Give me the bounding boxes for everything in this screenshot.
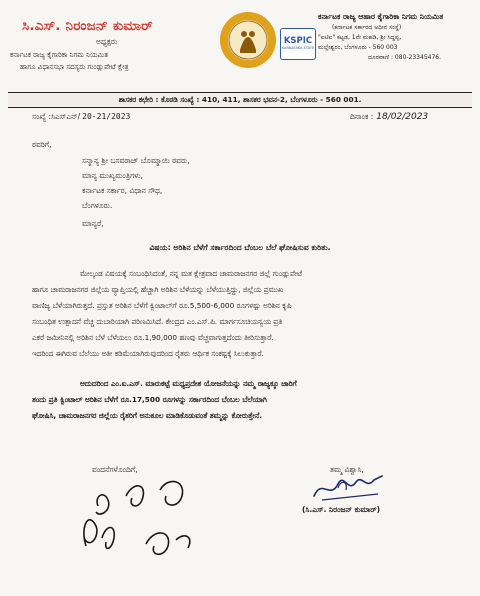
letterhead-constituency: ಹಾಗೂ ವಿಧಾನಸಭಾ ಸದಸ್ಯರು ಗುಂಡ್ಲುಪೇಟೆ ಕ್ಷೇತ್ರ	[20, 63, 129, 71]
paragraph-line: ಸಂಬಂಧಿತ ಉತ್ಪಾದನೆ ವೆಚ್ಚ ದುಬಾರಿಯಾಗಿ ಪರಿಣಮಿಸಿದೆ. ಕೇಂದ್ರದ ಎಂ.ಎಸ್.ಪಿ. ಮಾರ್ಗಸೂಚಿಯನ್ವಯ ಪ್ರತಿ	[32, 317, 283, 326]
corporation-address: "ಐಟಿಐ" ಕಟ್ಟಡ, 1ನೇ ಮಹಡಿ, ಶ್ರೀ ಸಿದ್ಧಪ್ಪ,	[318, 34, 402, 41]
handwritten-note	[68, 466, 208, 566]
paragraph-line: ವಾಣಿಜ್ಯ ಬೆಳೆಯಾಗಿರುತ್ತದೆ. ಪ್ರಸ್ತುತ ಅರಿಶಿನ ಬೆಳೆಗೆ ಕ್ವಿಂಟಾಲ್‌ಗೆ ರೂ.5,500-6,000 ರೂಗಳಷ್ಟು ಅರಿಶಿನ ಕೃಷಿ	[32, 301, 292, 310]
letterhead-name: ಸಿ.ಎಸ್. ನಿರಂಜನ್ ಕುಮಾರ್	[22, 18, 153, 34]
subject-line: ವಿಷಯ: ಅರಿಶಿನ ಬೆಳೆಗೆ ಸರ್ಕಾರದಿಂದ ಬೆಂಬಲ ಬೆಲೆ ಘೋಷಿಸುವ ಕುರಿತು.	[149, 243, 331, 252]
kspic-logo: KSPIC KARNATAKA STATE	[280, 28, 316, 60]
salutation: ಮಾನ್ಯರೆ,	[82, 219, 104, 228]
paragraph-line: ಹಾಗೂ ಚಾಮರಾಜನಗರ ಜಿಲ್ಲೆಯ ವ್ಯಾಪ್ತಿಯಲ್ಲಿ ಹೆಚ್ಚಾಗಿ ಅರಿಶಿನ ಬೆಳೆಯನ್ನು ಬೆಳೆಯುತ್ತಿದ್ದು, ಜಿಲ್ಲೆಯ ಪ್ರಮುಖ	[32, 285, 284, 294]
reference-label: ಸಂಖ್ಯೆ :ಸಿಎಸ್‌ಎನ್/	[32, 112, 81, 121]
paragraph-line: ಮೇಲ್ಕಂಡ ವಿಷಯಕ್ಕೆ ಸಂಬಂಧಿಸಿದಂತೆ, ನನ್ನ ಮತ ಕ್ಷೇತ್ರವಾದ ಚಾಮರಾಜನಗರ ಜಿಲ್ಲೆ ಗುಂಡ್ಲುಪೇಟೆ	[80, 269, 303, 278]
addressee-line: ಮಾನ್ಯ ಮುಖ್ಯಮಂತ್ರಿಗಳು,	[82, 171, 144, 180]
paragraph-line: ಘೋಷಿಸಿ, ಚಾಮರಾಜನಗರ ಜಿಲ್ಲೆಯ ರೈತರಿಗೆ ಅನುಕೂಲ ಮಾಡಿಕೊಡುವಂತೆ ತಮ್ಮನ್ನು ಕೋರುತ್ತೇನೆ.	[32, 411, 263, 420]
paragraph-line: ಆದುದರಿಂದ ಎಂ.ಐ.ಎಸ್. ಮಾರುಕಟ್ಟೆ ಮಧ್ಯಪ್ರದೇಶ ಯೋಜನೆಯನ್ನು ನಮ್ಮ ರಾಜ್ಯಕ್ಕೂ ಜಾರಿಗೆ	[80, 379, 297, 388]
reference-value: 20-21/2023	[82, 112, 131, 121]
date-value: 18/02/2023	[376, 112, 429, 122]
reference-number	[32, 112, 130, 122]
paragraph-line: ಇದರಿಂದ ಈಗಿರುವ ಬೆಲೆಯು ಅತೀ ಕಡಿಮೆಯಾಗಿರುವುದರಿಂದ ರೈತರು ಆರ್ಥಿಕ ಸಂಕಷ್ಟಕ್ಕೆ ಸಿಲುಕುತ್ತಾರೆ.	[32, 349, 264, 358]
corporation-title: ಕರ್ನಾಟಕ ರಾಜ್ಯ ಆಹಾರ ಕೈಗಾರಿಕಾ ನಿಗಮ ನಿಯಮಿತ	[318, 12, 444, 21]
letter-date	[350, 112, 428, 122]
letterhead-left	[10, 18, 215, 72]
government-seal-icon	[218, 10, 278, 70]
paragraph-line: ತಂದು ಪ್ರತಿ ಕ್ವಿಂಟಾಲ್ ಅರಿಶಿನ ಬೆಳೆಗೆ ರೂ.17,500 ರೂಗಳನ್ನು ಸರ್ಕಾರದಿಂದ ಬೆಂಬಲ ಬೆಲೆಯಾಗಿ	[32, 395, 267, 404]
addressee-line: ಬೆಂಗಳೂರು.	[82, 201, 113, 210]
letterhead-organization: ಕರ್ನಾಟಕ ರಾಜ್ಯ ಕೈಗಾರಿಕಾ ನಿಗಮ ನಿಯಮಿತ	[10, 51, 108, 59]
office-address-bar: ಶಾಸಕರ ಕಛೇರಿ : ಕೊಠಡಿ ಸಂಖ್ಯೆ : 410, 411, ಶಾಸಕರ ಭವನ-2, ಬೆಂಗಳೂರು - 560 001.	[8, 92, 472, 108]
body-paragraph-1	[32, 266, 452, 362]
date-label: ದಿನಾಂಕ :	[350, 112, 374, 121]
body-paragraph-2	[32, 376, 452, 424]
signatory-name: (ಸಿ.ಎಸ್. ನಿರಂಜನ್ ಕುಮಾರ್)	[302, 505, 381, 514]
corporation-phone: ದೂರವಾಣಿ : 080-23345476.	[368, 54, 441, 61]
addressee-to: ರವರಿಗೆ,	[32, 140, 52, 149]
addressee-line: ಕರ್ನಾಟಕ ಸರ್ಕಾರ, ವಿಧಾನ ಸೌಧ,	[82, 186, 163, 195]
addressee-line: ಸನ್ಮಾನ್ಯ ಶ್ರೀ ಬಸವರಾಜ್ ಬೊಮ್ಮಾಯಿ ರವರು,	[82, 156, 190, 165]
letterhead-role: ಅಧ್ಯಕ್ಷರು	[96, 37, 118, 46]
corporation-subtitle: (ಕರ್ನಾಟಕ ಸರ್ಕಾರದ ಅಧೀನ ಸಂಸ್ಥೆ)	[332, 24, 402, 31]
signature	[308, 460, 388, 508]
closing-thanks: ವಂದನೆಗಳೊಂದಿಗೆ,	[92, 465, 138, 474]
paragraph-line: ಎಕರೆ ಜಮೀನಿನಲ್ಲಿ ಅರಿಶಿನ ಬೆಳೆ ಬೆಳೆಯಲು ರೂ.1,90,000 ಹಣವು ವೆಚ್ಚವಾಗುತ್ತದೆಂದು ತೀರಿಸುತ್ತಾರೆ.	[32, 333, 274, 342]
corporation-city: ಮಲ್ಲೇಶ್ವರಂ, ಬೆಂಗಳೂರು - 560 003	[318, 44, 398, 51]
closing-yours: ತಮ್ಮ ವಿಶ್ವಾಸಿ,	[330, 465, 364, 474]
